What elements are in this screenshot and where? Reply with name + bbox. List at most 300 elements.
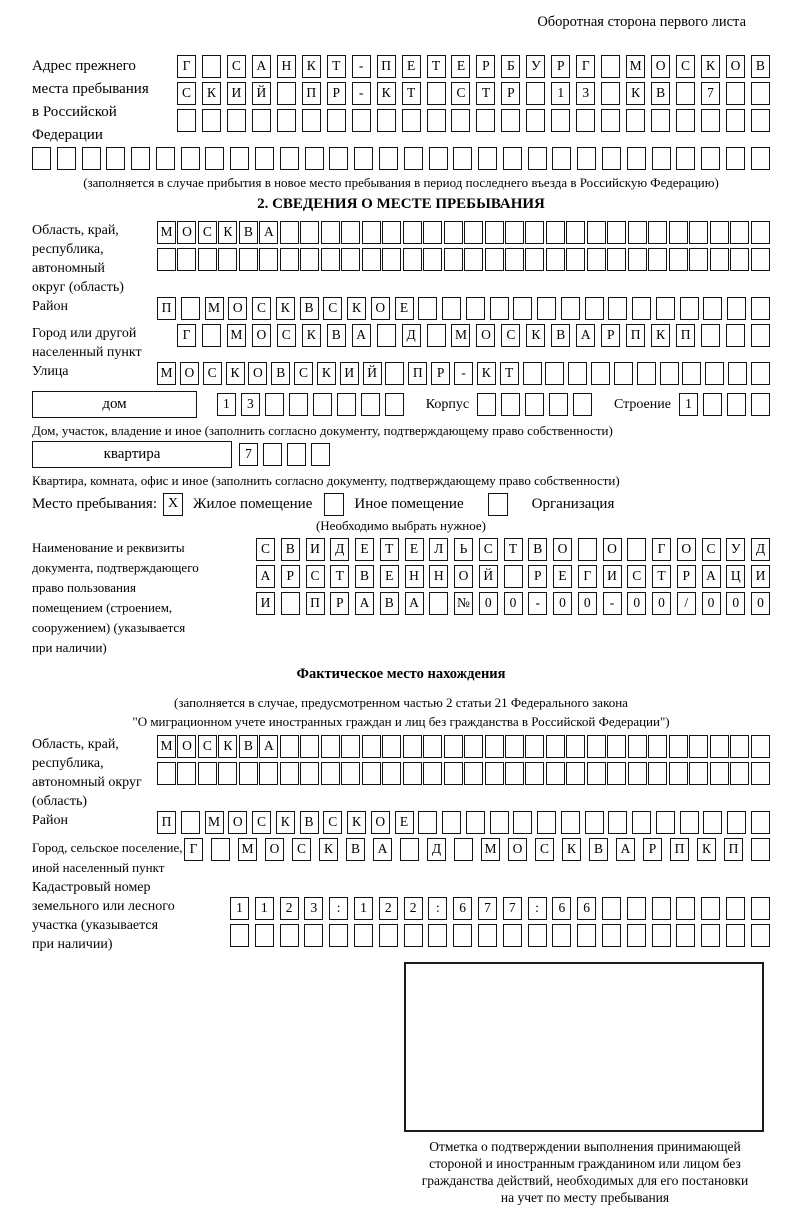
char-box xyxy=(442,811,461,834)
char-box: 0 xyxy=(726,592,745,615)
char-box xyxy=(82,147,101,170)
label-line: Кадастровый номер xyxy=(32,880,151,895)
char-box xyxy=(377,324,396,347)
char-box: О xyxy=(677,538,696,561)
char-box xyxy=(504,565,523,588)
char-box xyxy=(377,109,396,132)
char-box xyxy=(676,109,695,132)
char-box: : xyxy=(329,897,348,920)
char-box xyxy=(280,762,299,785)
char-box: С xyxy=(535,838,554,861)
char-box xyxy=(362,762,381,785)
char-box xyxy=(341,762,360,785)
char-box: А xyxy=(259,735,278,758)
street-field xyxy=(32,362,770,389)
char-box: К xyxy=(377,82,396,105)
char-box xyxy=(627,538,646,561)
char-box xyxy=(464,248,483,271)
char-box: О xyxy=(651,55,670,78)
char-box xyxy=(585,297,604,320)
char-box: О xyxy=(371,811,390,834)
char-box xyxy=(751,297,770,320)
char-box xyxy=(648,248,667,271)
char-box-row xyxy=(157,735,770,758)
house-number-cells xyxy=(217,393,404,416)
char-box: К xyxy=(526,324,545,347)
char-box: 0 xyxy=(504,592,523,615)
char-box xyxy=(689,221,708,244)
char-box: И xyxy=(256,592,275,615)
char-box: Г xyxy=(652,538,671,561)
char-box: К xyxy=(626,82,645,105)
char-box: У xyxy=(726,538,745,561)
label-line: земельного или лесного xyxy=(32,899,175,914)
char-box xyxy=(444,762,463,785)
char-box: 7 xyxy=(701,82,720,105)
char-box: К xyxy=(202,82,221,105)
char-box: С xyxy=(702,538,721,561)
char-box: Е xyxy=(380,565,399,588)
char-box: К xyxy=(218,735,237,758)
char-box: Й xyxy=(252,82,271,105)
char-box xyxy=(669,248,688,271)
char-box xyxy=(656,811,675,834)
char-box: С xyxy=(294,362,313,385)
char-box-row xyxy=(157,811,770,834)
actual-city-field xyxy=(32,838,770,878)
label-line: округ (область) xyxy=(32,280,124,295)
char-box: А xyxy=(576,324,595,347)
char-box: 7 xyxy=(478,897,497,920)
char-box xyxy=(385,393,404,416)
char-box xyxy=(626,109,645,132)
char-box: И xyxy=(603,565,622,588)
char-box xyxy=(501,393,520,416)
char-box xyxy=(429,147,448,170)
char-box: Ц xyxy=(726,565,745,588)
char-box: П xyxy=(306,592,325,615)
char-box xyxy=(230,147,249,170)
char-box xyxy=(726,147,745,170)
label-line: сооружением) (указывается xyxy=(32,620,186,635)
char-box: К xyxy=(319,838,338,861)
char-box: Р xyxy=(551,55,570,78)
actual-location-title: Фактическое место нахождения xyxy=(296,666,506,682)
char-box: А xyxy=(405,592,424,615)
char-box: О xyxy=(228,811,247,834)
document-field xyxy=(32,538,770,658)
stroenie-group xyxy=(612,393,770,416)
char-box: С xyxy=(479,538,498,561)
char-box: С xyxy=(627,565,646,588)
char-box xyxy=(676,147,695,170)
document-rows xyxy=(256,538,770,619)
char-box xyxy=(526,82,545,105)
char-box: - xyxy=(528,592,547,615)
char-box xyxy=(227,109,246,132)
char-box: 3 xyxy=(304,897,323,920)
char-box xyxy=(321,735,340,758)
char-box-row xyxy=(157,762,770,785)
label-line: республика, xyxy=(32,242,104,257)
char-box: К xyxy=(477,362,496,385)
char-box: 6 xyxy=(453,897,472,920)
char-box: Б xyxy=(501,55,520,78)
char-box xyxy=(255,924,274,947)
char-box xyxy=(477,393,496,416)
char-box: О xyxy=(508,838,527,861)
char-box: С xyxy=(227,55,246,78)
char-box: И xyxy=(227,82,246,105)
char-box xyxy=(404,147,423,170)
char-box xyxy=(444,735,463,758)
char-box xyxy=(587,248,606,271)
char-box xyxy=(551,109,570,132)
char-box: М xyxy=(451,324,470,347)
char-box xyxy=(689,735,708,758)
stay-option-residential-label: Жилое помещение xyxy=(193,496,313,512)
char-box xyxy=(280,735,299,758)
char-box xyxy=(628,221,647,244)
char-box xyxy=(239,762,258,785)
char-box xyxy=(131,147,150,170)
char-box xyxy=(627,897,646,920)
char-box: К xyxy=(276,811,295,834)
char-box: Г xyxy=(177,55,196,78)
char-box xyxy=(651,109,670,132)
apartment-widebox: квартира xyxy=(32,441,232,468)
char-box xyxy=(362,248,381,271)
char-box xyxy=(648,735,667,758)
korpus-cells xyxy=(477,393,592,416)
char-box: В xyxy=(300,297,319,320)
char-box: Т xyxy=(380,538,399,561)
label-line: места пребывания xyxy=(32,81,149,97)
char-box: / xyxy=(677,592,696,615)
label-line: при наличии) xyxy=(32,937,113,952)
apartment-caption: Квартира, комната, офис и иное (заполнить согласно документу, подтверждающему право собственности) xyxy=(32,473,620,488)
char-box xyxy=(525,248,544,271)
char-box-row xyxy=(256,538,770,561)
char-box xyxy=(680,297,699,320)
label-line: автономный xyxy=(32,261,105,276)
char-box xyxy=(751,221,770,244)
char-box xyxy=(205,147,224,170)
char-box xyxy=(327,109,346,132)
char-box: К xyxy=(302,324,321,347)
char-box xyxy=(280,147,299,170)
char-box xyxy=(423,221,442,244)
char-box xyxy=(523,362,542,385)
char-box xyxy=(464,762,483,785)
char-box: О xyxy=(177,221,196,244)
char-box xyxy=(648,762,667,785)
char-box: С xyxy=(252,811,271,834)
char-box xyxy=(382,221,401,244)
char-box: Т xyxy=(476,82,495,105)
char-box: М xyxy=(481,838,500,861)
char-box: С xyxy=(252,297,271,320)
char-box xyxy=(444,248,463,271)
char-box: Е xyxy=(355,538,374,561)
char-box: П xyxy=(724,838,743,861)
char-box xyxy=(341,248,360,271)
char-box xyxy=(727,811,746,834)
label-line: помещением (строением, xyxy=(32,600,173,615)
cadastral-rows xyxy=(230,897,770,951)
char-box xyxy=(427,82,446,105)
char-box: - xyxy=(454,362,473,385)
char-box xyxy=(177,762,196,785)
cadastral-label xyxy=(32,878,230,954)
char-box xyxy=(726,897,745,920)
char-box: М xyxy=(205,811,224,834)
stay-option-other-label: Иное помещение xyxy=(354,496,464,512)
char-box xyxy=(106,147,125,170)
char-box xyxy=(252,109,271,132)
char-box-row xyxy=(230,924,770,947)
char-box xyxy=(546,735,565,758)
stay-option-residential-checkbox: X xyxy=(163,493,183,516)
char-box xyxy=(329,147,348,170)
char-box: 7 xyxy=(239,443,258,466)
char-box: : xyxy=(428,897,447,920)
char-box xyxy=(505,762,524,785)
char-box: Р xyxy=(476,55,495,78)
char-box xyxy=(478,924,497,947)
char-box xyxy=(385,362,404,385)
char-box xyxy=(402,109,421,132)
char-box xyxy=(568,362,587,385)
prev-address-caption: (заполняется в случае прибытия в новое место пребывания в период последнего въезда в Российскую Федерацию) xyxy=(83,175,719,190)
char-box xyxy=(730,735,749,758)
char-box xyxy=(528,147,547,170)
char-box xyxy=(751,393,770,416)
char-box: М xyxy=(157,221,176,244)
char-box xyxy=(601,109,620,132)
char-box: Т xyxy=(330,565,349,588)
stamp-box xyxy=(404,962,764,1132)
char-box xyxy=(354,147,373,170)
char-box-row xyxy=(157,362,770,385)
char-box: Р xyxy=(677,565,696,588)
char-box: П xyxy=(157,297,176,320)
char-box xyxy=(505,735,524,758)
char-box: К xyxy=(276,297,295,320)
prev-address-overflow-row xyxy=(32,147,770,170)
char-box xyxy=(676,924,695,947)
char-box xyxy=(602,897,621,920)
char-box: О xyxy=(177,735,196,758)
char-box: В xyxy=(355,565,374,588)
char-box xyxy=(751,109,770,132)
char-box xyxy=(255,147,274,170)
actual-location-caption xyxy=(32,693,770,731)
char-box: 6 xyxy=(552,897,571,920)
char-box-row xyxy=(184,838,770,861)
char-box xyxy=(528,924,547,947)
label-line: Область, край, xyxy=(32,737,119,752)
char-box xyxy=(607,762,626,785)
char-box: П xyxy=(302,82,321,105)
char-box: 0 xyxy=(751,592,770,615)
char-box: 1 xyxy=(354,897,373,920)
char-box: В xyxy=(281,538,300,561)
char-box xyxy=(198,762,217,785)
char-box xyxy=(751,811,770,834)
char-box xyxy=(656,297,675,320)
char-box xyxy=(280,221,299,244)
char-box: Т xyxy=(652,565,671,588)
char-box xyxy=(751,924,770,947)
char-box xyxy=(627,924,646,947)
char-box xyxy=(566,735,585,758)
char-box: В xyxy=(327,324,346,347)
char-box: : xyxy=(528,897,547,920)
char-box xyxy=(464,221,483,244)
char-box: Р xyxy=(601,324,620,347)
char-box xyxy=(669,735,688,758)
char-box xyxy=(689,248,708,271)
char-box xyxy=(259,762,278,785)
char-box: 1 xyxy=(217,393,236,416)
char-box xyxy=(628,248,647,271)
char-box xyxy=(466,297,485,320)
char-box: 3 xyxy=(241,393,260,416)
char-box xyxy=(57,147,76,170)
char-box: Й xyxy=(479,565,498,588)
char-box xyxy=(632,811,651,834)
label-line: Федерации xyxy=(32,127,103,143)
char-box: К xyxy=(347,297,366,320)
char-box xyxy=(177,248,196,271)
char-box-row xyxy=(177,324,770,347)
apartment-row xyxy=(32,441,770,468)
char-box: Р xyxy=(431,362,450,385)
char-box: М xyxy=(626,55,645,78)
char-box: С xyxy=(177,82,196,105)
char-box xyxy=(505,221,524,244)
char-box xyxy=(607,735,626,758)
char-box xyxy=(726,82,745,105)
district-field xyxy=(32,297,770,324)
char-box: К xyxy=(218,221,237,244)
char-box xyxy=(751,362,770,385)
actual-region-label xyxy=(32,735,157,811)
char-box xyxy=(669,762,688,785)
char-box: Д xyxy=(427,838,446,861)
char-box: С xyxy=(676,55,695,78)
char-box xyxy=(703,297,722,320)
char-box xyxy=(453,924,472,947)
char-box: О xyxy=(252,324,271,347)
cadastral-field xyxy=(32,878,770,954)
char-box xyxy=(549,393,568,416)
char-box xyxy=(304,924,323,947)
apartment-cells xyxy=(239,443,330,466)
char-box: Т xyxy=(500,362,519,385)
char-box: Т xyxy=(427,55,446,78)
char-box: 0 xyxy=(702,592,721,615)
char-box xyxy=(601,55,620,78)
char-box xyxy=(526,109,545,132)
char-box xyxy=(403,248,422,271)
actual-district-label: Район xyxy=(32,813,68,828)
char-box xyxy=(751,735,770,758)
char-box xyxy=(300,248,319,271)
caption-line: стороной и иностранным гражданином или лицом без xyxy=(429,1156,741,1171)
char-box xyxy=(701,147,720,170)
char-box: Г xyxy=(578,565,597,588)
char-box xyxy=(202,324,221,347)
char-box xyxy=(404,924,423,947)
char-box xyxy=(730,248,749,271)
char-box xyxy=(382,762,401,785)
char-box xyxy=(652,147,671,170)
char-box xyxy=(727,297,746,320)
char-box: С xyxy=(323,811,342,834)
char-box xyxy=(727,393,746,416)
char-box xyxy=(490,811,509,834)
char-box xyxy=(181,297,200,320)
char-box: Е xyxy=(451,55,470,78)
char-box: Р xyxy=(281,565,300,588)
char-box: Н xyxy=(277,55,296,78)
char-box: К xyxy=(347,811,366,834)
label-line: документа, подтверждающего xyxy=(32,560,199,575)
char-box xyxy=(513,811,532,834)
char-box xyxy=(311,443,330,466)
char-box: 0 xyxy=(479,592,498,615)
char-box: О xyxy=(476,324,495,347)
char-box xyxy=(648,221,667,244)
char-box xyxy=(573,393,592,416)
char-box: В xyxy=(239,221,258,244)
char-box xyxy=(280,248,299,271)
char-box xyxy=(277,82,296,105)
char-box xyxy=(566,221,585,244)
char-box: А xyxy=(252,55,271,78)
label-line: (область) xyxy=(32,794,88,809)
char-box-row xyxy=(256,565,770,588)
char-box: С xyxy=(451,82,470,105)
house-widebox: дом xyxy=(32,391,197,418)
char-box: Т xyxy=(327,55,346,78)
char-box xyxy=(32,147,51,170)
char-box: А xyxy=(259,221,278,244)
char-box xyxy=(198,248,217,271)
char-box xyxy=(341,735,360,758)
char-box xyxy=(503,147,522,170)
char-box: А xyxy=(373,838,392,861)
char-box: А xyxy=(702,565,721,588)
stay-type-row xyxy=(32,493,770,516)
char-box xyxy=(703,811,722,834)
char-box: Е xyxy=(405,538,424,561)
char-box xyxy=(577,147,596,170)
char-box: Ь xyxy=(454,538,473,561)
char-box xyxy=(607,221,626,244)
char-box xyxy=(202,55,221,78)
char-box: - xyxy=(352,82,371,105)
actual-region-rows xyxy=(157,735,770,789)
char-box: В xyxy=(589,838,608,861)
char-box xyxy=(485,735,504,758)
caption-line: гражданства действий, необходимых для его постановки xyxy=(421,1173,749,1188)
char-box-row xyxy=(177,55,770,78)
char-box xyxy=(587,735,606,758)
label-line: автономный округ xyxy=(32,775,142,790)
